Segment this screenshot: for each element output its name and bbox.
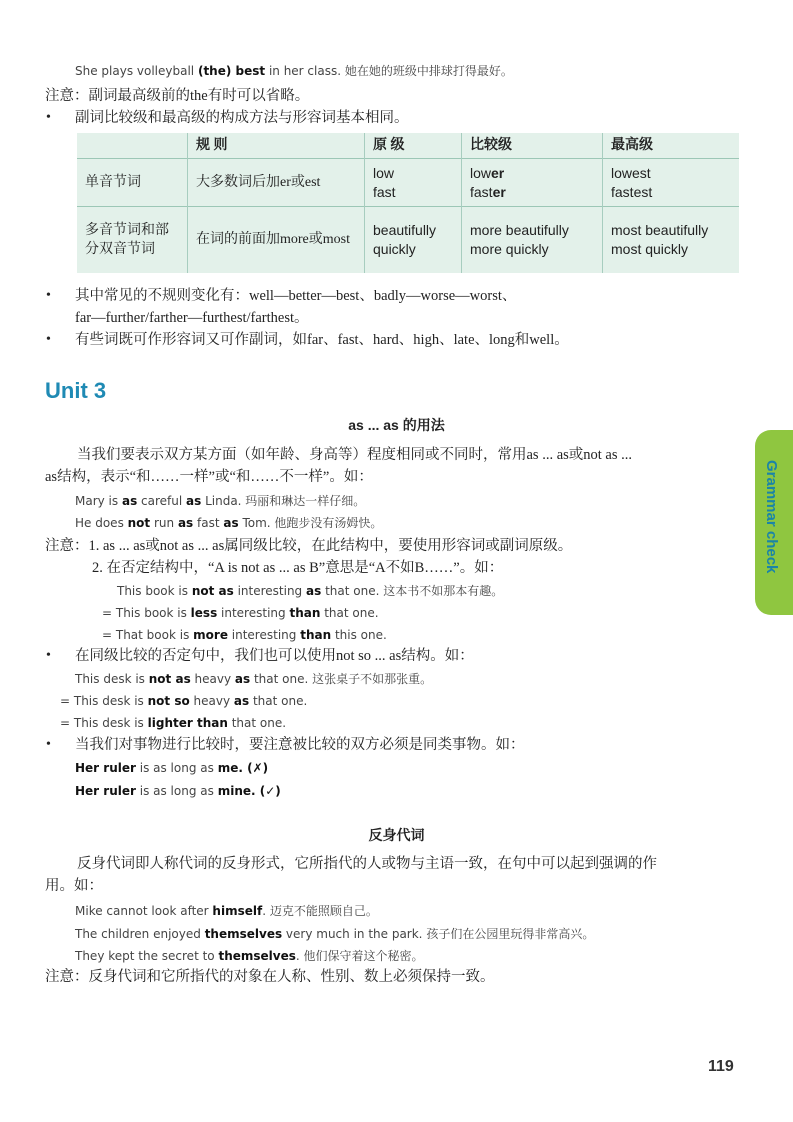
- text-segment: that one. 这张桌子不如那张重。: [250, 672, 433, 686]
- text-segment: 当我们对事物进行比较时，要注意被比较的双方必须是同类事物。如：: [75, 737, 525, 753]
- emphasis-text: himself: [212, 904, 263, 918]
- text-segment: very much in the park. 孩子们在公园里玩得非常高兴。: [282, 927, 595, 941]
- text-segment: = This desk is: [60, 694, 148, 708]
- col-header: 最高级: [603, 133, 740, 159]
- emphasis-text: as: [121, 494, 138, 508]
- text-segment: . 迈克不能照顾自己。: [262, 904, 378, 918]
- text-segment: that one.: [320, 606, 379, 620]
- col-header: 规 则: [188, 133, 365, 159]
- emphasis-text: not as: [148, 672, 191, 686]
- bullet: •: [46, 332, 51, 347]
- emphasis-text: (the) best: [197, 64, 266, 78]
- text-segment: 注意：反身代词和它所指代的对象在人称、性别、数上必须保持一致。: [45, 969, 495, 985]
- example-line: [75, 492, 365, 510]
- table-header-row: [77, 133, 739, 159]
- text-segment: interesting: [233, 584, 306, 598]
- section-heading: 反身代词: [368, 827, 425, 843]
- example-line: [60, 714, 286, 732]
- text-segment: Mike cannot look after: [75, 904, 213, 918]
- col-header: 比较级: [462, 133, 603, 159]
- emphasis-text: as: [186, 494, 202, 508]
- paragraph-line: [45, 877, 103, 895]
- emphasis-text: less: [190, 606, 218, 620]
- example-line: [75, 947, 424, 965]
- paragraph-line: [77, 855, 657, 873]
- bullet-text: [75, 331, 569, 349]
- text-segment: 在同级比较的否定句中，我们也可以使用not so ... as结构。如：: [75, 648, 474, 664]
- col-header: 原 级: [365, 133, 462, 159]
- text-segment: Tom. 他跑步没有汤姆快。: [238, 516, 383, 530]
- example-line: [60, 692, 307, 710]
- bullet: •: [46, 648, 51, 663]
- example-line: [75, 902, 378, 920]
- paragraph-line: [45, 468, 373, 486]
- text-segment: She plays volleyball: [75, 64, 198, 78]
- unit-title: Unit 3: [45, 378, 107, 403]
- emphasis-text: mine.: [217, 784, 256, 798]
- adverb-comparison-table: [77, 133, 739, 273]
- emphasis-text: themselves: [204, 927, 283, 941]
- emphasis-text: not as: [191, 584, 234, 598]
- example-line: [75, 62, 513, 80]
- emphasis-text: as: [223, 516, 239, 530]
- emphasis-text: me.: [217, 761, 243, 775]
- text-segment: careful: [137, 494, 187, 508]
- text-segment: 用。如：: [45, 878, 103, 894]
- text-segment: 当我们要表示双方某方面（如年龄、身高等）程度相同或不同时，常用as ... as或not as ...: [77, 447, 633, 463]
- example-line: [75, 759, 268, 777]
- text-segment: 注意：1. as ... as或not as ... as属同级比较，在此结构中，要使用形容词或副词原级。: [45, 538, 573, 554]
- text-segment: as结构，表示“和……一样”或“和……不一样”。如：: [45, 469, 373, 485]
- text-segment: Mary is: [75, 494, 122, 508]
- emphasis-text: as: [177, 516, 194, 530]
- text-segment: 反身代词即人称代词的反身形式，它所指代的人或物与主语一致，在句中可以起到强调的作: [77, 856, 657, 872]
- text-segment: that one. 这本书不如那本有趣。: [321, 584, 504, 598]
- example-line: [75, 925, 594, 943]
- emphasis-text: (✗): [242, 761, 269, 775]
- emphasis-text: Her ruler: [75, 784, 136, 798]
- bullet-text: [75, 109, 409, 127]
- example-line: [75, 670, 432, 688]
- emphasis-text: themselves: [218, 949, 296, 963]
- bullet: •: [46, 288, 51, 303]
- text-segment: 其中常见的不规则变化有：well—better—best、badly—worse—worst、: [75, 288, 517, 304]
- table-row: 多音节词和部分双音节词 在词的前面加more或most beautifully quickly more beautifully more quickly most beautifully most quickly: [77, 207, 739, 273]
- text-segment: 副词比较级和最高级的构成方法与形容词基本相同。: [75, 110, 409, 126]
- text-segment: this one.: [331, 628, 387, 642]
- emphasis-text: more: [193, 628, 228, 642]
- section-heading: as ... as 的用法: [348, 417, 445, 433]
- emphasis-text: Her ruler: [75, 761, 136, 775]
- example-line: [102, 604, 379, 622]
- note-line: [45, 537, 572, 555]
- note-line: [45, 87, 309, 105]
- text-segment: = This book is: [102, 606, 191, 620]
- text-segment: is as long as: [135, 784, 218, 798]
- tab-label: Grammar check: [763, 460, 780, 574]
- text-segment: heavy: [189, 694, 234, 708]
- bullet-text: [75, 647, 474, 665]
- bullet-text: [75, 287, 516, 305]
- example-line: [102, 626, 387, 644]
- emphasis-text: than: [300, 628, 332, 642]
- emphasis-text: than: [289, 606, 321, 620]
- example-line: [75, 782, 281, 800]
- bullet: •: [46, 737, 51, 752]
- text-segment: 2. 在否定结构中，“A is not as ... as B”意思是“A不如B……”。如：: [92, 560, 504, 576]
- text-segment: They kept the secret to: [75, 949, 219, 963]
- text-segment: = This desk is: [60, 716, 148, 730]
- emphasis-text: (✓): [255, 784, 281, 798]
- note-line: [92, 559, 503, 577]
- text-segment: 注意：副词最高级前的the有时可以省略。: [45, 88, 310, 104]
- bullet-text: [75, 736, 525, 754]
- page-number: 119: [708, 1058, 734, 1075]
- text-segment: run: [150, 516, 178, 530]
- text-segment: heavy: [190, 672, 235, 686]
- text-segment: interesting: [227, 628, 301, 642]
- paragraph-line: [77, 446, 632, 464]
- text-segment: The children enjoyed: [75, 927, 205, 941]
- bullet-text: [75, 309, 309, 327]
- emphasis-text: as: [234, 672, 251, 686]
- text-segment: far—further/farther—furthest/farthest。: [75, 310, 309, 326]
- text-segment: Linda. 玛丽和琳达一样仔细。: [201, 494, 366, 508]
- text-segment: that one.: [249, 694, 308, 708]
- table-row: 单音节词 大多数词后加er或est low fast lower faster lowest fastest: [77, 159, 739, 207]
- emphasis-text: as: [306, 584, 322, 598]
- text-segment: 有些词既可作形容词又可作副词，如far、fast、hard、high、late、long和well。: [75, 332, 569, 348]
- emphasis-text: not: [127, 516, 151, 530]
- text-segment: is as long as: [135, 761, 218, 775]
- emphasis-text: lighter than: [147, 716, 228, 730]
- text-segment: This desk is: [75, 672, 149, 686]
- text-segment: He does: [75, 516, 128, 530]
- emphasis-text: as: [233, 694, 250, 708]
- text-segment: = That book is: [102, 628, 194, 642]
- note-line: [45, 968, 495, 986]
- text-segment: . 他们保守着这个秘密。: [295, 949, 424, 963]
- text-segment: fast: [193, 516, 224, 530]
- text-segment: that one.: [227, 716, 287, 730]
- emphasis-text: not so: [147, 694, 190, 708]
- text-segment: in her class. 她在她的班级中排球打得最好。: [265, 64, 513, 78]
- text-segment: interesting: [217, 606, 290, 620]
- bullet: •: [46, 110, 51, 125]
- grammar-check-tab: [755, 430, 793, 615]
- example-line: [75, 514, 382, 532]
- example-line: [117, 582, 503, 600]
- text-segment: This book is: [117, 584, 192, 598]
